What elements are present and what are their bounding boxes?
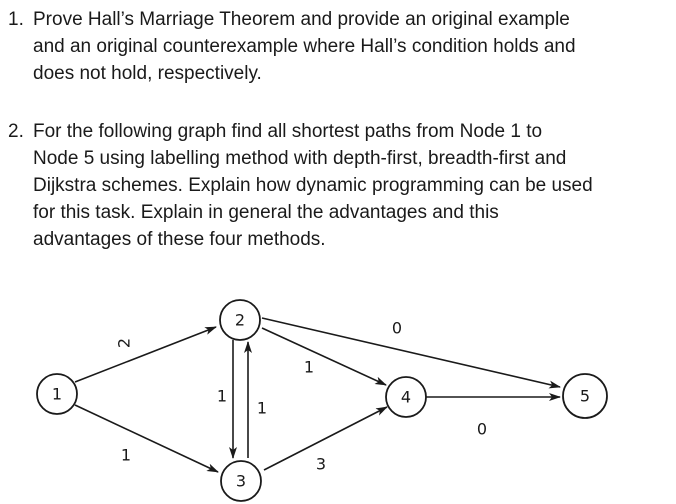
node-1 bbox=[37, 374, 77, 414]
question-2 bbox=[8, 118, 668, 253]
edge-1-3 bbox=[75, 405, 218, 472]
node-4-label: 4 bbox=[400, 387, 412, 407]
question-1-number: 1. bbox=[8, 9, 24, 30]
shortest-path-graph bbox=[0, 290, 676, 504]
edge-3-2-weight: 1 bbox=[256, 398, 268, 418]
edge-3-4-weight: 3 bbox=[315, 454, 327, 474]
edge-1-3-weight: 1 bbox=[120, 445, 132, 465]
edge-2-4-weight: 1 bbox=[303, 357, 315, 377]
edge-2-4 bbox=[262, 328, 386, 385]
edge-1-2-weight: 2 bbox=[114, 337, 134, 349]
node-5-label: 5 bbox=[579, 386, 591, 406]
edge-2-5 bbox=[262, 318, 560, 387]
node-3-label: 3 bbox=[235, 471, 247, 491]
edge-2-3-weight: 1 bbox=[216, 386, 228, 406]
node-2-label: 2 bbox=[234, 310, 246, 330]
node-1-label: 1 bbox=[51, 384, 63, 404]
edge-2-5-weight: 0 bbox=[391, 318, 403, 338]
node-4 bbox=[386, 377, 426, 417]
node-2 bbox=[220, 300, 260, 340]
node-3 bbox=[221, 461, 261, 501]
node-5 bbox=[563, 374, 607, 418]
question-2-text: For the following graph find all shortest paths from Node 1 to Node 5 using labelling method with depth-first, breadth-first and Dijkstra schemes. Explain how dynamic programming can be used for this task. Explain in general the advantages and this advantages of these four methods. bbox=[33, 121, 593, 250]
edge-4-5-weight: 0 bbox=[476, 419, 488, 439]
question-1-text: Prove Hall’s Marriage Theorem and provide an original example and an original counterexample where Hall’s condition holds and does not hold, respectively. bbox=[33, 9, 576, 84]
question-2-number: 2. bbox=[8, 121, 24, 142]
edge-1-2 bbox=[75, 327, 216, 382]
question-1 bbox=[8, 6, 668, 87]
